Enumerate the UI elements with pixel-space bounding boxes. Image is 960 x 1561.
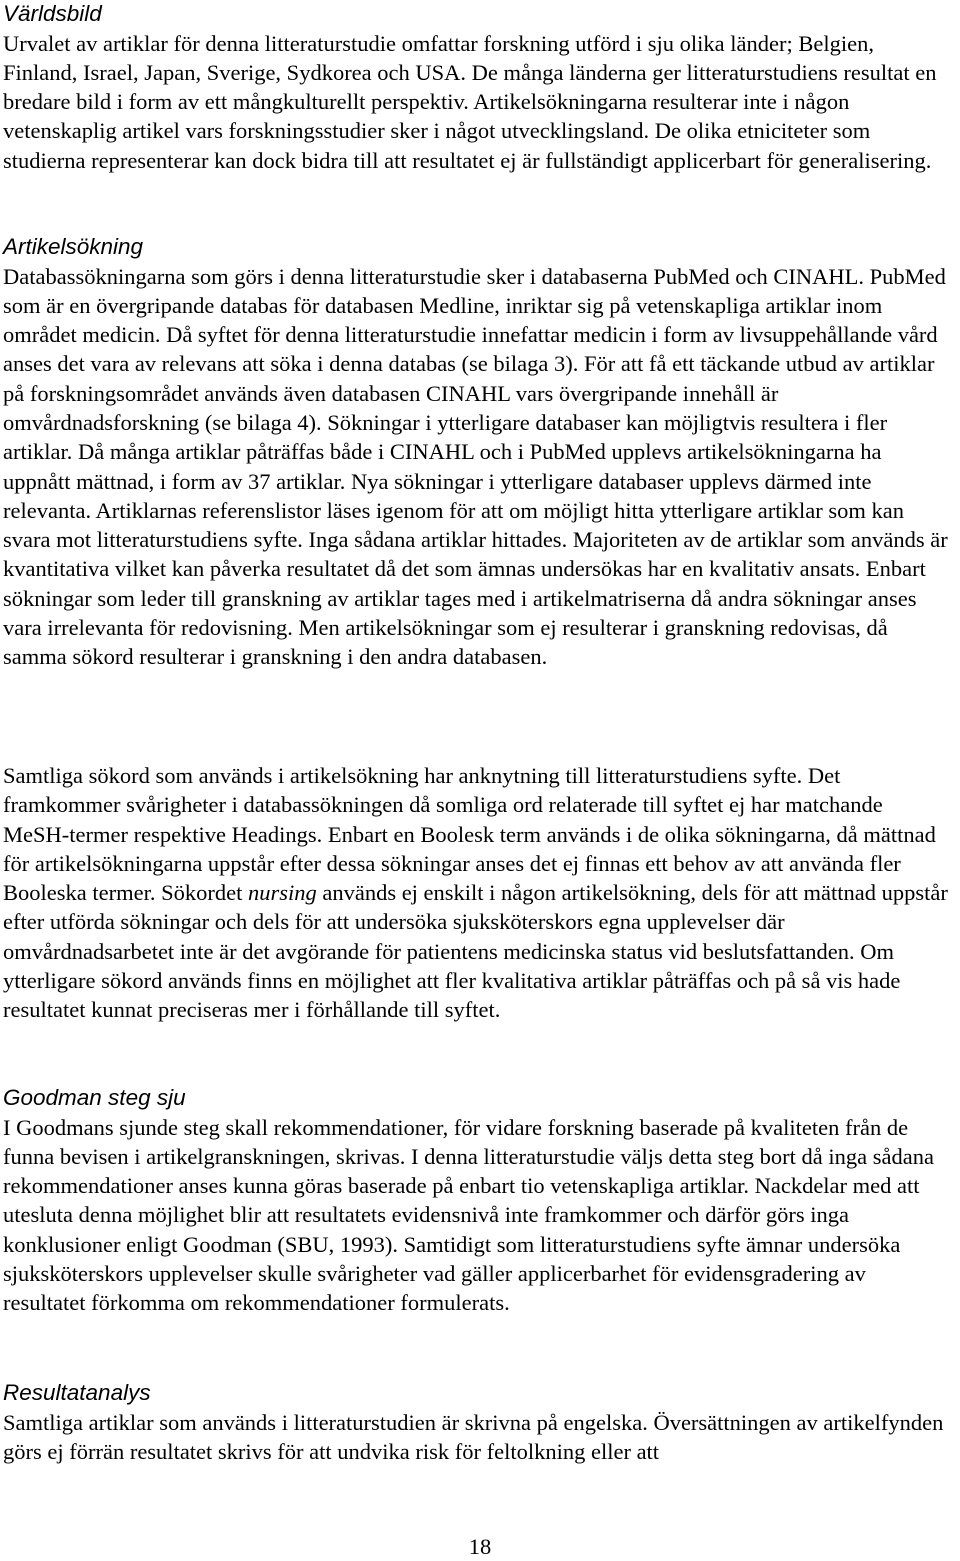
section-resultatanalys xyxy=(3,1378,953,1466)
section-paragraph: I Goodmans sjunde steg skall rekommendationer, för vidare forskning baserade på kvaliteten från de funna bevisen i artikelgranskningen, skrivas. I denna litteraturstudie väljs detta steg bort då inga sådana rekommendationer anses kunna göras baserade på enbart tio vetenskapliga artiklar. Nackdelar med att utesluta denna möjlighet blir att resultatets evidensnivå inte framkommer och därför görs inga konklusioner enligt Goodman (SBU, 1993). Samtidigt som litteraturstudiens syfte ämnar undersöka sjuksköterskors upplevelser skulle svårigheter vad gäller applicerbarhet för evidensgradering av resultatet förkomma om rekommendationer formulerats. xyxy=(3,1114,934,1316)
section-artikelsokning xyxy=(3,232,953,672)
page-number: 18 xyxy=(468,1534,492,1559)
paragraph-text-before: Samtliga sökord som används i artikelsökning har anknytning till litteraturstudiens syfte. Det framkommer svårigheter i databassökningen då somliga ord relaterade till syftet ej har matchande MeSH-termer respektive Headings. Enbart en Boolesk term används i de olika sökningarna, då mättnad för artikelsökningarna uppstår efter dessa sökningar anses det ej finnas ett behov av att använda fler Booleska termer. Sökordet xyxy=(3,763,936,906)
section-paragraph: Databassökningarna som görs i denna litteraturstudie sker i databaserna PubMed och CINAHL. PubMed som är en övergripande databas för databasen Medline, inriktar sig på vetenskapliga artiklar inom området medicin. Då syftet för denna litteraturstudie innefattar medicin i form av livsuppehållande vård anses det vara av relevans att söka i denna databas (se bilaga 3). För att få ett täckande utbud av artiklar på forskningsområdet används även databasen CINAHL vars övergripande innehåll är omvårdnadsforskning (se bilaga 4). Sökningar i ytterligare databaser kan möjligtvis resultera i fler artiklar. Då många artiklar påträffas både i CINAHL och i PubMed upplevs artikelsökningarna ha uppnått mättnad, i form av 37 artiklar. Nya sökningar i ytterligare databaser upplevs därmed inte relevanta. Artiklarnas referenslistor läses igenom för att om möjligt hitta ytterligare artiklar som kan svara mot litteraturstudiens syfte. Inga sådana artiklar hittades. Majoriteten av de artiklar som används är kvantitativa vilket kan påverka resultatet då det som ämnas undersökas har en kvalitativ ansats. Enbart sökningar som leder till granskning av artiklar tages med i artikelmatriserna då andra sökningar anses vara irrelevanta för redovisning. Men artikelsökningar som ej resulterar i granskning redovisas, då samma sökord resulterar i granskning i den andra databasen. xyxy=(3,263,948,670)
section-paragraph: Samtliga artiklar som används i litteraturstudien är skrivna på engelska. Översättningen av artikelfynden görs ej förrän resultatet skrivs för att undvika risk för feltolkning eller att xyxy=(3,1409,944,1464)
sokord-paragraph xyxy=(3,761,953,1025)
section-goodman-steg-sju xyxy=(3,1083,953,1318)
section-heading: Världsbild xyxy=(3,1,102,26)
section-varldsbild xyxy=(3,0,953,175)
paragraph-text-after: används ej enskilt i någon artikelsökning, dels för att mättnad uppstår efter utförda sökningar och dels för att undersöka sjuksköterskors egna upplevelser där omvårdnadsarbetet inte är det avgörande för patientens medicinska status vid beslutsfattanden. Om ytterligare sökord används finns en möjlighet att fler kvalitativa artiklar påträffas och på så vis hade resultatet kunnat preciseras mer i förhållande till syftet. xyxy=(3,880,948,1023)
section-heading: Artikelsökning xyxy=(3,234,144,259)
section-heading: Goodman steg sju xyxy=(3,1085,186,1110)
section-heading: Resultatanalys xyxy=(3,1380,151,1405)
section-paragraph: Urvalet av artiklar för denna litteraturstudie omfattar forskning utförd i sju olika länder; Belgien, Finland, Israel, Japan, Sverige, Sydkorea och USA. De många länderna ger litteraturstudiens resultat en bredare bild i form av ett mångkulturellt perspektiv. Artikelsökningarna resulterar inte i någon vetenskaplig artikel vars forskningsstudier sker i något utvecklingsland. De olika etniciteter som studierna representerar kan dock bidra till att resultatet ej är fullständigt applicerbart för generalisering. xyxy=(3,30,937,173)
emphasized-term: nursing xyxy=(247,880,317,906)
